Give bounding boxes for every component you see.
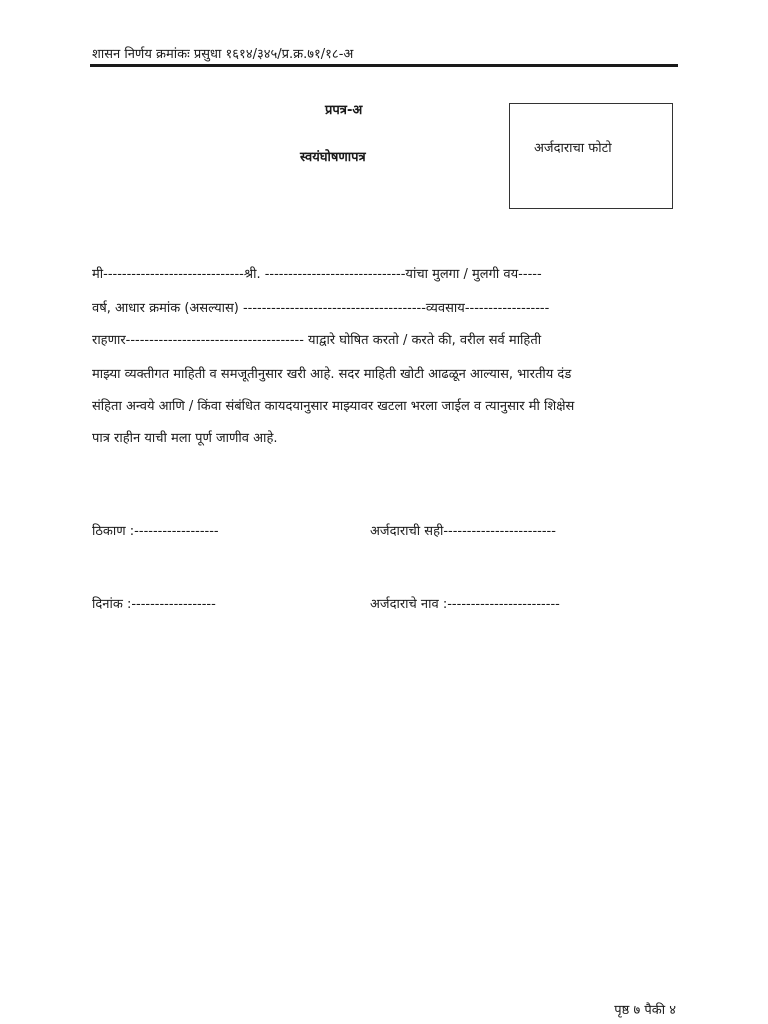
declaration-line: संहिता अन्वये आणि / किंवा संबंधित कायदयानुसार माझ्यावर खटला भरला जाईल व त्यानुसार मी शिक्षेस: [92, 399, 575, 414]
page-number: पृष्ठ ७ पैकी ४: [614, 1003, 676, 1018]
address-field: ठिकाण :------------------: [92, 524, 219, 539]
photo-box-label: अर्जदाराचा फोटो: [534, 141, 612, 156]
signature-field: अर्जदाराची सही------------------------: [370, 524, 556, 539]
photo-box: [509, 103, 673, 209]
document-header: शासन निर्णय क्रमांकः प्रसुधा १६१४/३४५/प्र.क्र.७१/१८-अ: [92, 47, 354, 62]
declaration-line: मी------------------------------श्री. ------------------------------यांचा मुलगा / मुलगी वय-----: [92, 267, 542, 282]
form-label: प्रपत्र-अ: [325, 103, 363, 118]
header-divider: [90, 64, 678, 67]
declaration-line: वर्ष, आधार क्रमांक (असल्यास) ---------------------------------------व्यवसाय------------------: [92, 301, 550, 316]
applicant-name-field: अर्जदाराचे नाव :------------------------: [370, 597, 560, 612]
declaration-line: माझ्या व्यक्तीगत माहिती व समजूतीनुसार खरी आहे. सदर माहिती खोटी आढळून आल्यास, भारतीय दंड: [92, 367, 572, 382]
declaration-line: राहणार-------------------------------------- याद्वारे घोषित करतो / करते की, वरील सर्व माहिती: [92, 333, 542, 348]
form-title: स्वयंघोषणापत्र: [300, 150, 366, 165]
declaration-line: पात्र राहीन याची मला पूर्ण जाणीव आहे.: [92, 431, 278, 446]
date-field: दिनांक :------------------: [92, 597, 216, 612]
